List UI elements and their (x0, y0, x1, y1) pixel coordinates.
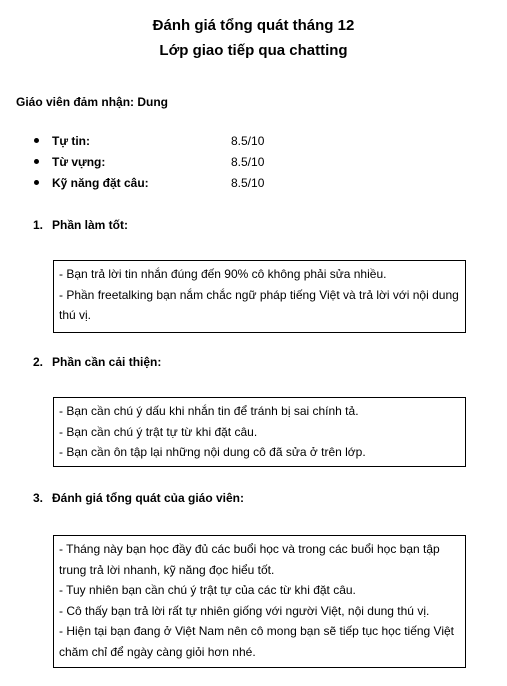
score-label: Kỹ năng đặt câu: (52, 176, 149, 190)
score-label: Từ vựng: (52, 155, 106, 169)
document-title: Đánh giá tổng quát tháng 12 (152, 17, 355, 34)
text-line: - Bạn cần chú ý trật tự từ khi đặt câu. (59, 424, 258, 439)
score-value: 8.5/10 (231, 155, 265, 169)
score-item-confidence (0, 134, 507, 155)
score-list (0, 134, 507, 197)
text-line: - Bạn cần ôn tập lại những nội dung cô đã sửa ở trên lớp. (59, 445, 366, 459)
bullet-icon (34, 180, 39, 185)
section-box-overall (53, 535, 466, 668)
text-line: trung trả lời nhanh, kỹ năng đọc hiểu tốt. (59, 562, 275, 577)
text-line: thú vị. (59, 308, 92, 322)
section-title: Phần cần cải thiện: (52, 355, 162, 369)
section-box-improvements (53, 397, 466, 467)
bullet-icon (34, 159, 39, 164)
text-line: - Bạn cần chú ý dấu khi nhắn tin để tránh bị sai chính tả. (59, 404, 359, 418)
text-line: - Tháng này bạn học đầy đủ các buổi học và trong các buổi học bạn tập (59, 542, 440, 556)
score-value: 8.5/10 (231, 176, 265, 190)
text-line: - Tuy nhiên bạn cần chú ý trật tự của các từ khi đặt câu. (59, 583, 356, 597)
teacher-line: Giáo viên đảm nhận: Dung (16, 95, 169, 109)
bullet-icon (34, 138, 39, 143)
section-number: 3. (33, 491, 44, 505)
score-value: 8.5/10 (231, 134, 265, 148)
section-number: 1. (33, 218, 44, 232)
section-number: 2. (33, 355, 44, 369)
text-line: chăm chỉ để ngày càng giỏi hơn nhé. (59, 644, 256, 659)
text-line: - Hiện tại bạn đang ở Việt Nam nên cô mong bạn sẽ tiếp tục học tiếng Việt (59, 624, 455, 638)
score-item-sentence-skill (0, 176, 507, 197)
score-item-vocabulary (0, 155, 507, 176)
section-title: Phần làm tốt: (52, 218, 129, 232)
score-label: Tự tin: (52, 134, 91, 148)
section-box-strengths (53, 260, 466, 333)
section-title: Đánh giá tổng quát của giáo viên: (52, 491, 245, 505)
text-line: - Bạn trả lời tin nhắn đúng đến 90% cô không phải sửa nhiều. (59, 267, 387, 281)
text-line: - Phần freetalking bạn nắm chắc ngữ pháp tiếng Việt và trả lời với nội dung (59, 287, 459, 302)
document-subtitle: Lớp giao tiếp qua chatting (159, 42, 348, 59)
text-line: - Cô thấy bạn trả lời rất tự nhiên giống với người Việt, nội dung thú vị. (59, 603, 430, 618)
